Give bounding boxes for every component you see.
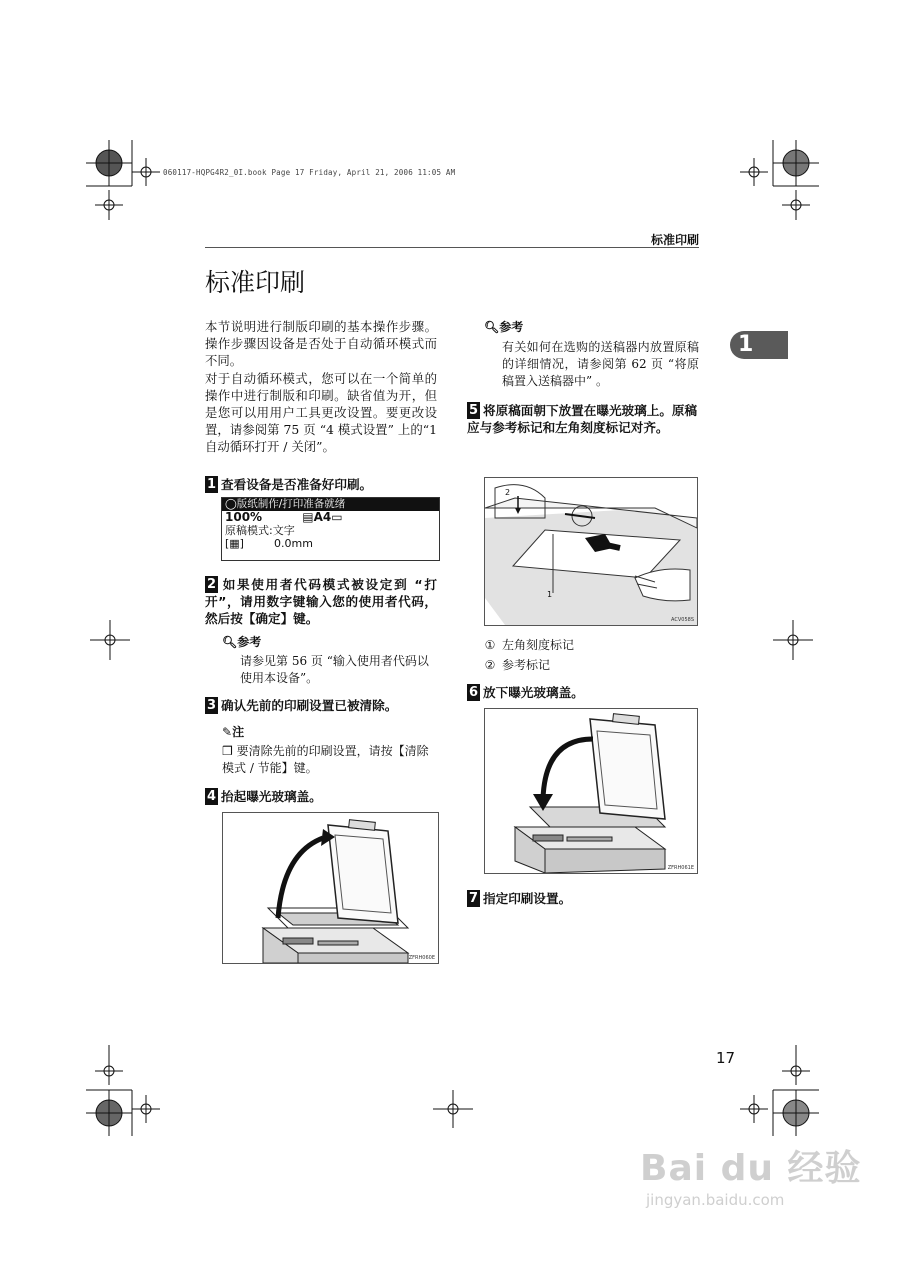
paper-orientation-icon: ▭ [331, 510, 343, 524]
step-text: 如果使用者代码模式被设定到 “打开”，请用数字键输入您的使用者代码，然后按【确定】键。 [205, 577, 437, 626]
lcd-panel [221, 497, 440, 561]
step-1 [205, 476, 437, 493]
step-text: 放下曝光玻璃盖。 [483, 685, 584, 700]
step-number: 2 [206, 577, 217, 592]
step-number: 6 [468, 685, 479, 700]
step-6 [467, 684, 699, 701]
figure-lift-cover [222, 812, 439, 964]
lcd-zoom-line: 100% ▤A4▭ [225, 510, 343, 524]
step-number: 1 [206, 477, 217, 492]
step-5 [467, 402, 699, 436]
crop-mark-top-right [740, 140, 819, 220]
step-4 [205, 788, 437, 805]
watermark-url: jingyan.baidu.com [646, 1191, 785, 1209]
magnifier-icon: 🔍︎ [484, 320, 500, 334]
lcd-status-line: ◯版纸制作/打印准备就绪 [222, 498, 439, 511]
ready-indicator-icon: ◯ [225, 498, 237, 510]
glass-alignment-illustration [485, 478, 697, 625]
crop-mark-bottom-right [740, 1045, 819, 1136]
lcd-position-line: [▦] 0.0mm [225, 537, 313, 550]
figure-code: ACV058S [671, 617, 694, 623]
reference-text: 请参见第 56 页 “输入使用者代码以使用本设备”。 [240, 654, 429, 685]
magnifier-icon: 🔍︎ [222, 635, 238, 649]
figure-code: ZFRH060E [408, 955, 435, 961]
header-rule [205, 247, 699, 248]
crop-mark-bottom-center [433, 1090, 473, 1128]
step-2 [205, 576, 437, 627]
note-item: ❒ 要清除先前的印刷设置，请按【清除模式 / 节能】键。 [222, 744, 429, 775]
intro-paragraph-1: 本节说明进行制版印刷的基本操作步骤。操作步骤因设备是否处于自动循环模式而不同。 [205, 319, 437, 368]
page-title: 标准印刷 [205, 268, 306, 297]
step-text: 将原稿面朝下放置在曝光玻璃上。原稿应与参考标记和左角刻度标记对齐。 [467, 403, 698, 435]
running-head: 标准印刷 [650, 233, 699, 247]
crop-mark-bottom-left [86, 1045, 160, 1136]
crop-mark-mid-right [773, 620, 813, 660]
file-header: 060117-HQPG4R2_0I.book Page 17 Friday, April 21, 2006 11:05 AM [163, 168, 456, 177]
reference-text-2: 有关如何在选购的送稿器内放置原稿的详细情况，请参阅第 62 页 “将原稿置入送稿器中” 。 [502, 340, 699, 388]
page-number: 17 [716, 1049, 736, 1067]
crop-mark-top-left [86, 140, 160, 220]
figure-code: ZFRH061E [667, 865, 694, 871]
copier-close-illustration [485, 709, 697, 873]
checkbox-bullet-icon: ❒ [222, 744, 233, 758]
baidu-watermark [640, 1140, 862, 1209]
step-text: 查看设备是否准备好印刷。 [221, 477, 373, 492]
step-number: 3 [206, 698, 217, 713]
step-text: 确认先前的印刷设置已被清除。 [221, 698, 398, 713]
paper-tray-icon: ▤ [302, 510, 314, 524]
copier-open-illustration [223, 813, 438, 963]
image-position-icon: [▦] [225, 537, 244, 550]
step-text: 指定印刷设置。 [483, 891, 572, 906]
step-7 [467, 890, 699, 907]
step-number: 5 [468, 403, 479, 418]
step-3 [205, 697, 437, 714]
reference-heading: 🔍︎参考 [222, 635, 262, 649]
figure-lower-cover [484, 708, 698, 874]
legend-item-1: ① 左角刻度标记 [484, 638, 575, 652]
pencil-icon: ✎ [222, 725, 233, 739]
intro-paragraph-2: 对于自动循环模式，您可以在一个简单的操作中进行制版和印刷。缺省值为开，但是您可以用用户工具更改设置。要更改设置，请参阅第 75 页 “4 模式设置” 上的“1 自动循环打开 / 关闭”。 [205, 371, 437, 454]
lcd-mode-line: 原稿模式:文字 [225, 524, 295, 537]
note-heading: ✎注 [222, 725, 245, 739]
step-text: 抬起曝光玻璃盖。 [221, 789, 322, 804]
crop-mark-mid-left [90, 620, 130, 660]
watermark-brand: Bai du 经验 [640, 1148, 862, 1189]
callout-2: 2 [505, 488, 511, 497]
reference-heading-2: 🔍︎参考 [484, 320, 524, 334]
step-number: 7 [468, 891, 479, 906]
chapter-tab: 1 [730, 331, 788, 359]
legend-item-2: ② 参考标记 [484, 658, 551, 672]
step-number: 4 [206, 789, 217, 804]
figure-place-original [484, 477, 698, 626]
callout-1: 1 [547, 590, 553, 599]
